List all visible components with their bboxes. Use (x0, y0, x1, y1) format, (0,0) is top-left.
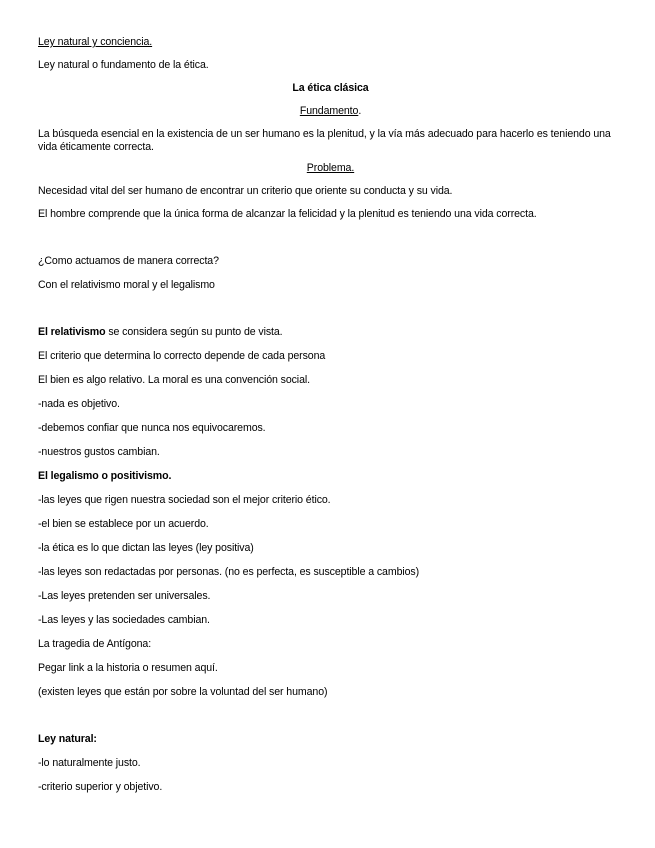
legalismo-item: -Las leyes y las sociedades cambian. (38, 614, 210, 626)
document-page (38, 36, 623, 794)
relativismo-item: -nada es objetivo. (38, 398, 120, 410)
ley-natural-item: -lo naturalmente justo. (38, 757, 141, 769)
problema-title: Problema. (306, 162, 355, 174)
relativismo-intro: se considera según su punto de vista. (105, 326, 283, 338)
relativismo-item: -nuestros gustos cambian. (38, 446, 160, 458)
relativismo-item: El bien es algo relativo. La moral es una convención social. (38, 374, 310, 386)
relativismo-title: El relativismo (38, 326, 106, 338)
antigona-note: (existen leyes que están por sobre la voluntad del ser humano) (38, 686, 328, 698)
relativismo-item: El criterio que determina lo correcto depende de cada persona (38, 350, 326, 362)
ley-natural-title: Ley natural: (38, 733, 97, 745)
document-subheading: Ley natural o fundamento de la ética. (38, 59, 209, 71)
legalismo-item: -Las leyes pretenden ser universales. (38, 590, 211, 602)
fundamento-title: Fundamento (299, 105, 359, 117)
relativismo-intro-line (38, 326, 623, 339)
legalismo-item: -la ética es lo que dictan las leyes (ley positiva) (38, 542, 254, 554)
legalismo-item: -el bien se establece por un acuerdo. (38, 518, 209, 530)
fundamento-text: La búsqueda esencial en la existencia de un ser humano es la plenitud, y la vía más adecuado para hacerlo es teniendo una vida éticamente correcta. (38, 128, 611, 153)
legalismo-item: -las leyes que rigen nuestra sociedad son el mejor criterio ético. (38, 494, 331, 506)
problema-paragraph-1: Necesidad vital del ser humano de encontrar un criterio que oriente su conducta y su vida. (38, 185, 453, 197)
antigona-title: La tragedia de Antígona: (38, 638, 152, 650)
legalismo-title: El legalismo o positivismo. (38, 470, 172, 482)
problema-paragraph-2: El hombre comprende que la única forma de alcanzar la felicidad y la plenitud es teniendo una vida correcta. (38, 208, 537, 220)
antigona-link-placeholder: Pegar link a la historia o resumen aquí. (38, 662, 218, 674)
ley-natural-item: -criterio superior y objetivo. (38, 781, 163, 793)
relativismo-item: -debemos confiar que nunca nos equivocaremos. (38, 422, 266, 434)
fundamento-heading (38, 105, 623, 118)
document-heading: Ley natural y conciencia. (38, 36, 153, 48)
answer-line: Con el relativismo moral y el legalismo (38, 279, 215, 291)
legalismo-item: -las leyes son redactadas por personas. (no es perfecta, es susceptible a cambios) (38, 566, 420, 578)
question-line: ¿Como actuamos de manera correcta? (38, 255, 219, 267)
section-title: La ética clásica (292, 82, 369, 94)
fundamento-dot: . (358, 105, 362, 117)
